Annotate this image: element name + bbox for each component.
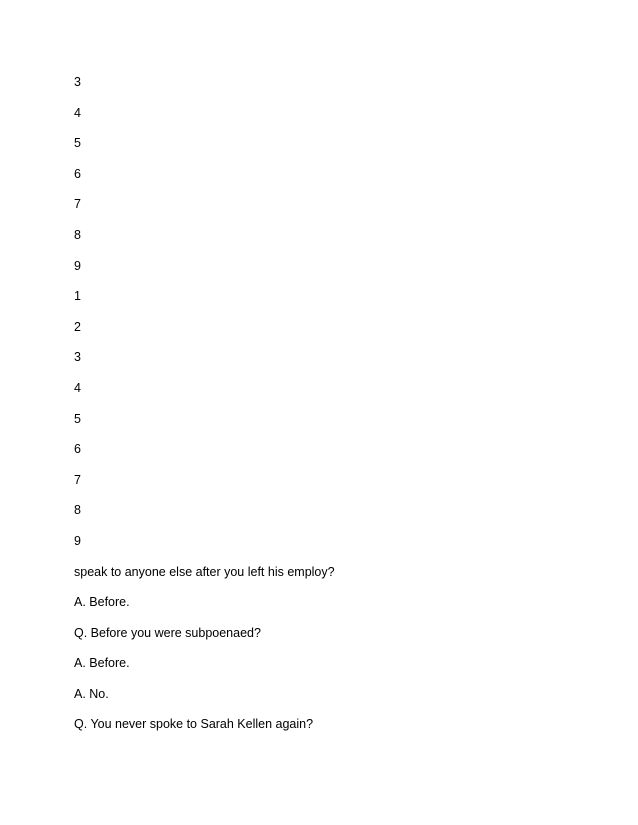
transcript-answer: A. Before. (74, 656, 130, 671)
line-number: 9 (74, 533, 81, 548)
line-number: 4 (74, 105, 81, 120)
line-number: 8 (74, 503, 81, 518)
line-number: 5 (74, 136, 81, 151)
line-number: 3 (74, 350, 81, 365)
line-number: 3 (74, 75, 81, 89)
line-number: 7 (74, 472, 81, 487)
transcript-question: Q. You never spoke to Sarah Kellen again? (74, 717, 314, 732)
line-number: 1 (74, 289, 81, 304)
transcript-text: speak to anyone else after you left his employ? (74, 564, 335, 579)
transcript-question: Q. Before you were subpoenaed? (74, 625, 261, 640)
line-number: 2 (74, 319, 81, 334)
line-number: 8 (74, 227, 81, 242)
line-number: 4 (74, 380, 81, 395)
transcript-lines (74, 74, 335, 747)
line-number: 6 (74, 442, 81, 457)
line-number: 5 (74, 411, 81, 426)
line-number: 9 (74, 258, 81, 273)
transcript-answer: A. No. (74, 686, 109, 701)
line-number: 6 (74, 166, 81, 181)
transcript-answer: A. Before. (74, 595, 130, 610)
line-number: 7 (74, 197, 81, 212)
